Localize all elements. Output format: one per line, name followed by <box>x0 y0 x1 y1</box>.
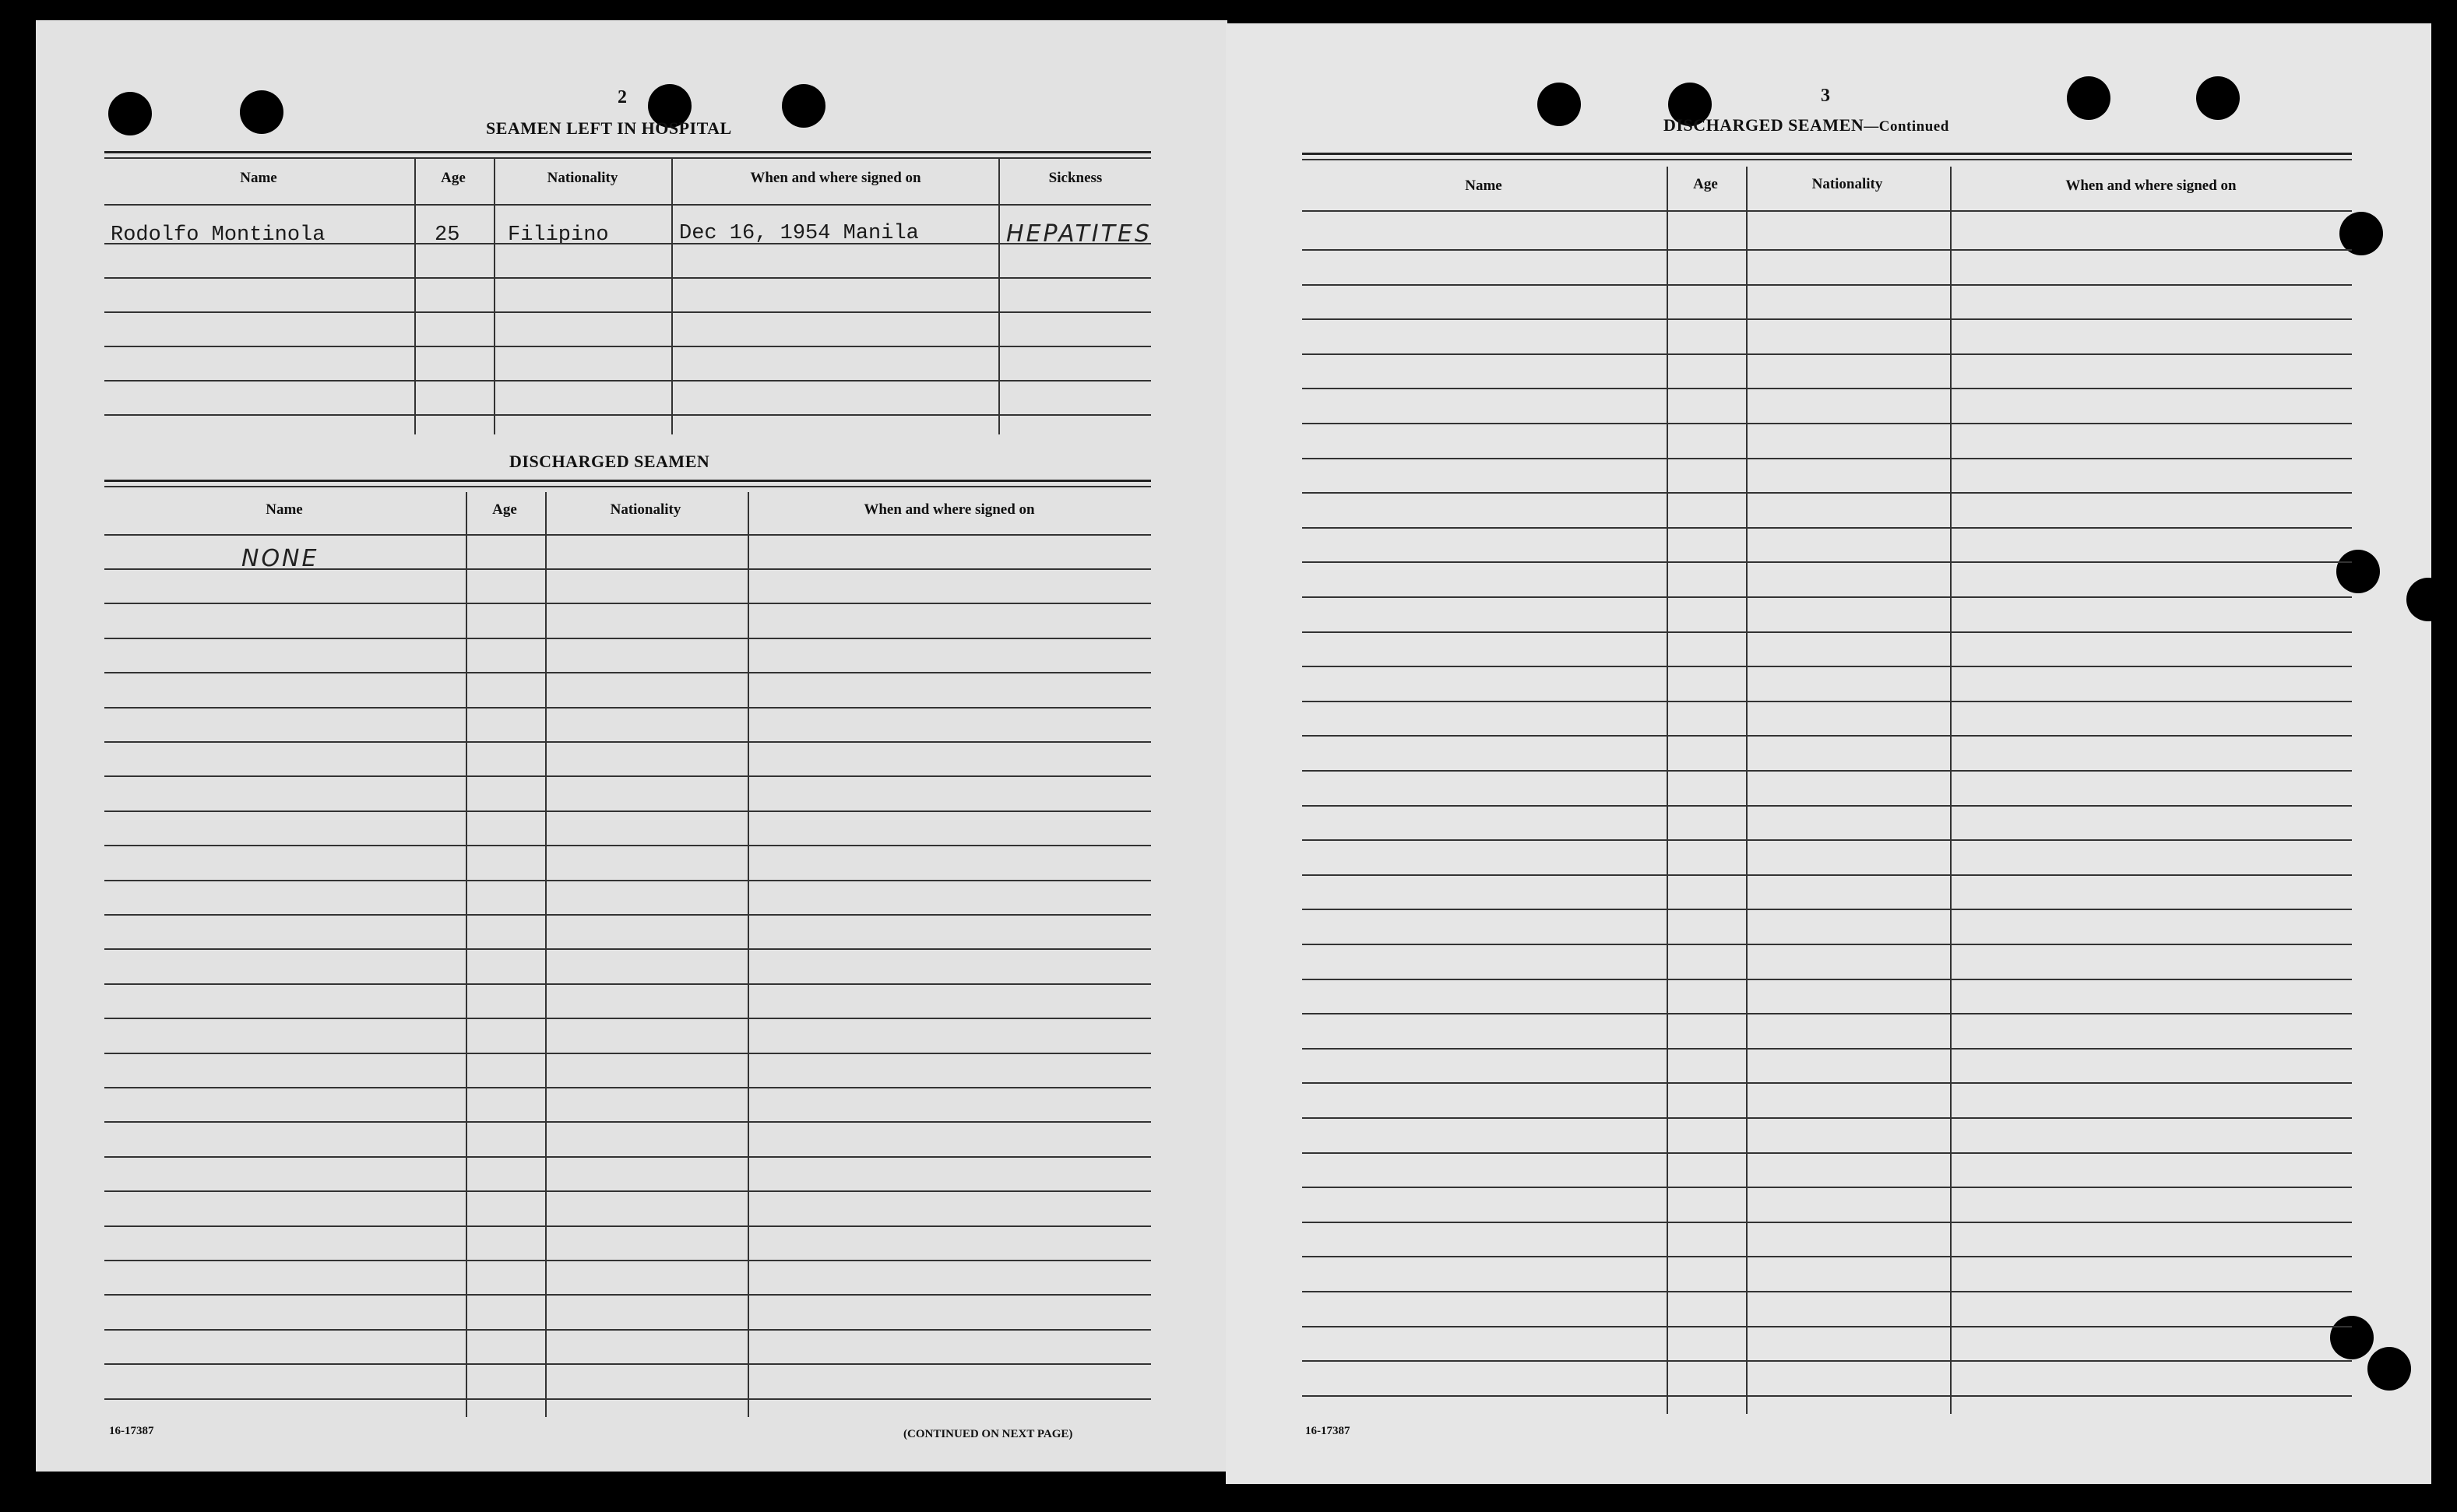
table-row-line <box>104 775 1151 777</box>
punch-hole <box>240 90 283 134</box>
divider <box>1302 153 2352 155</box>
table-row-line <box>104 983 1151 985</box>
table-row-line <box>104 311 1151 313</box>
col-header-name: Name <box>1465 178 1502 194</box>
table-row-line <box>1302 701 2352 702</box>
form-number-left: 16-17387 <box>109 1425 154 1437</box>
punch-hole <box>2330 1316 2374 1359</box>
table-row-line <box>104 638 1151 639</box>
continued-note: (CONTINUED ON NEXT PAGE) <box>903 1428 1073 1440</box>
table-row-line <box>1302 527 2352 529</box>
table-row-line <box>104 845 1151 846</box>
column-divider <box>1746 167 1748 1414</box>
table-row-line <box>1302 1013 2352 1014</box>
table-row-line <box>104 603 1151 604</box>
punch-hole <box>1537 83 1581 126</box>
table-row-line <box>1302 318 2352 320</box>
discharged-section-title: DISCHARGED SEAMEN <box>509 452 710 471</box>
table-row-line <box>104 277 1151 279</box>
table-row-line <box>1302 1152 2352 1154</box>
table-rule <box>1302 210 2352 212</box>
table-rule <box>104 534 1151 536</box>
page-number-right: 3 <box>1821 86 1830 106</box>
table-row-line <box>104 1121 1151 1123</box>
table-row-line <box>104 811 1151 812</box>
divider <box>104 480 1151 482</box>
table-row-line <box>1302 458 2352 459</box>
table-row-line <box>1302 944 2352 945</box>
table-row-line <box>104 568 1151 570</box>
table-row-line <box>104 414 1151 416</box>
none-entry: NONE <box>241 545 319 572</box>
discharged-continued-title <box>1663 115 1949 135</box>
table-row-line <box>1302 1291 2352 1292</box>
table-cell-sickness: HEPATITES <box>1006 220 1152 248</box>
table-row-line <box>1302 735 2352 737</box>
divider <box>104 486 1151 487</box>
column-divider <box>671 159 673 434</box>
table-row-line <box>104 1156 1151 1158</box>
table-row-line <box>104 741 1151 743</box>
table-row-line <box>104 380 1151 382</box>
table-row-line <box>104 1087 1151 1088</box>
punch-hole <box>2196 76 2240 120</box>
column-divider <box>494 159 495 434</box>
column-divider <box>545 492 547 1417</box>
table-row-line <box>1302 1326 2352 1327</box>
table-row-line <box>1302 388 2352 389</box>
col-header-signed-on: When and where signed on <box>2065 178 2237 194</box>
table-row-line <box>104 948 1151 950</box>
table-row-line <box>104 1053 1151 1054</box>
column-divider <box>1950 167 1952 1414</box>
column-divider <box>414 159 416 434</box>
col-header-nationality: Nationality <box>1811 176 1883 192</box>
table-row-line <box>1302 770 2352 772</box>
table-cell-nationality: Filipino <box>508 223 609 247</box>
column-divider <box>998 159 1000 434</box>
punch-hole <box>2367 1347 2411 1391</box>
col-header-name: Name <box>240 170 277 186</box>
table-row-line <box>1302 284 2352 286</box>
table-cell-signed-on: Dec 16, 1954 Manila <box>679 222 919 245</box>
table-row-line <box>104 707 1151 709</box>
divider <box>104 151 1151 153</box>
table-row-line <box>104 914 1151 916</box>
table-row-line <box>104 672 1151 673</box>
col-header-age: Age <box>492 501 517 518</box>
punch-hole <box>2067 76 2110 120</box>
table-row-line <box>1302 249 2352 251</box>
page-number-left: 2 <box>618 87 627 107</box>
table-cell-name: Rodolfo Montinola <box>111 223 326 247</box>
table-row-line <box>104 1398 1151 1400</box>
punch-hole <box>2406 578 2450 621</box>
table-row-line <box>1302 1222 2352 1223</box>
table-row-line <box>1302 1360 2352 1362</box>
punch-hole <box>108 92 152 135</box>
table-row-line <box>104 1018 1151 1019</box>
table-rule <box>104 204 1151 206</box>
col-header-signed-on: When and where signed on <box>750 170 921 186</box>
table-row-line <box>1302 1256 2352 1257</box>
table-row-line <box>1302 1187 2352 1188</box>
table-row-line <box>1302 492 2352 494</box>
table-row-line <box>1302 1082 2352 1084</box>
col-header-sickness: Sickness <box>1048 170 1103 186</box>
column-divider <box>1667 167 1668 1414</box>
table-row-line <box>104 1260 1151 1261</box>
table-row-line <box>1302 353 2352 355</box>
table-row-line <box>104 1225 1151 1227</box>
table-row-line <box>1302 1048 2352 1050</box>
hospital-section-title: SEAMEN LEFT IN HOSPITAL <box>486 118 732 138</box>
table-row-line <box>104 1294 1151 1296</box>
divider <box>1302 159 2352 160</box>
table-row-line <box>1302 1395 2352 1397</box>
divider <box>104 157 1151 159</box>
punch-hole <box>2336 550 2380 593</box>
table-row-line <box>1302 874 2352 876</box>
table-row-line <box>104 243 1151 244</box>
right-page <box>1226 23 2431 1484</box>
table-cell-age: 25 <box>435 223 460 247</box>
col-header-name: Name <box>266 501 303 518</box>
col-header-nationality: Nationality <box>547 170 618 186</box>
table-row-line <box>1302 596 2352 598</box>
table-row-line <box>104 346 1151 347</box>
col-header-age: Age <box>1693 176 1718 192</box>
table-row-line <box>1302 909 2352 910</box>
table-row-line <box>104 1363 1151 1365</box>
table-row-line <box>1302 666 2352 667</box>
table-row-line <box>1302 805 2352 807</box>
table-row-line <box>1302 979 2352 980</box>
table-row-line <box>1302 561 2352 563</box>
table-row-line <box>1302 423 2352 424</box>
column-divider <box>466 492 467 1417</box>
title-suffix: —Continued <box>1864 118 1949 135</box>
col-header-age: Age <box>441 170 466 186</box>
col-header-nationality: Nationality <box>610 501 681 518</box>
table-row-line <box>1302 1117 2352 1119</box>
punch-hole <box>782 84 825 128</box>
table-row-line <box>1302 631 2352 633</box>
column-divider <box>748 492 749 1417</box>
form-number-right: 16-17387 <box>1305 1425 1350 1437</box>
table-row-line <box>104 1190 1151 1192</box>
title-text: DISCHARGED SEAMEN <box>1663 115 1864 135</box>
col-header-signed-on: When and where signed on <box>864 501 1035 518</box>
table-row-line <box>104 880 1151 881</box>
table-row-line <box>104 1329 1151 1331</box>
table-row-line <box>1302 839 2352 841</box>
